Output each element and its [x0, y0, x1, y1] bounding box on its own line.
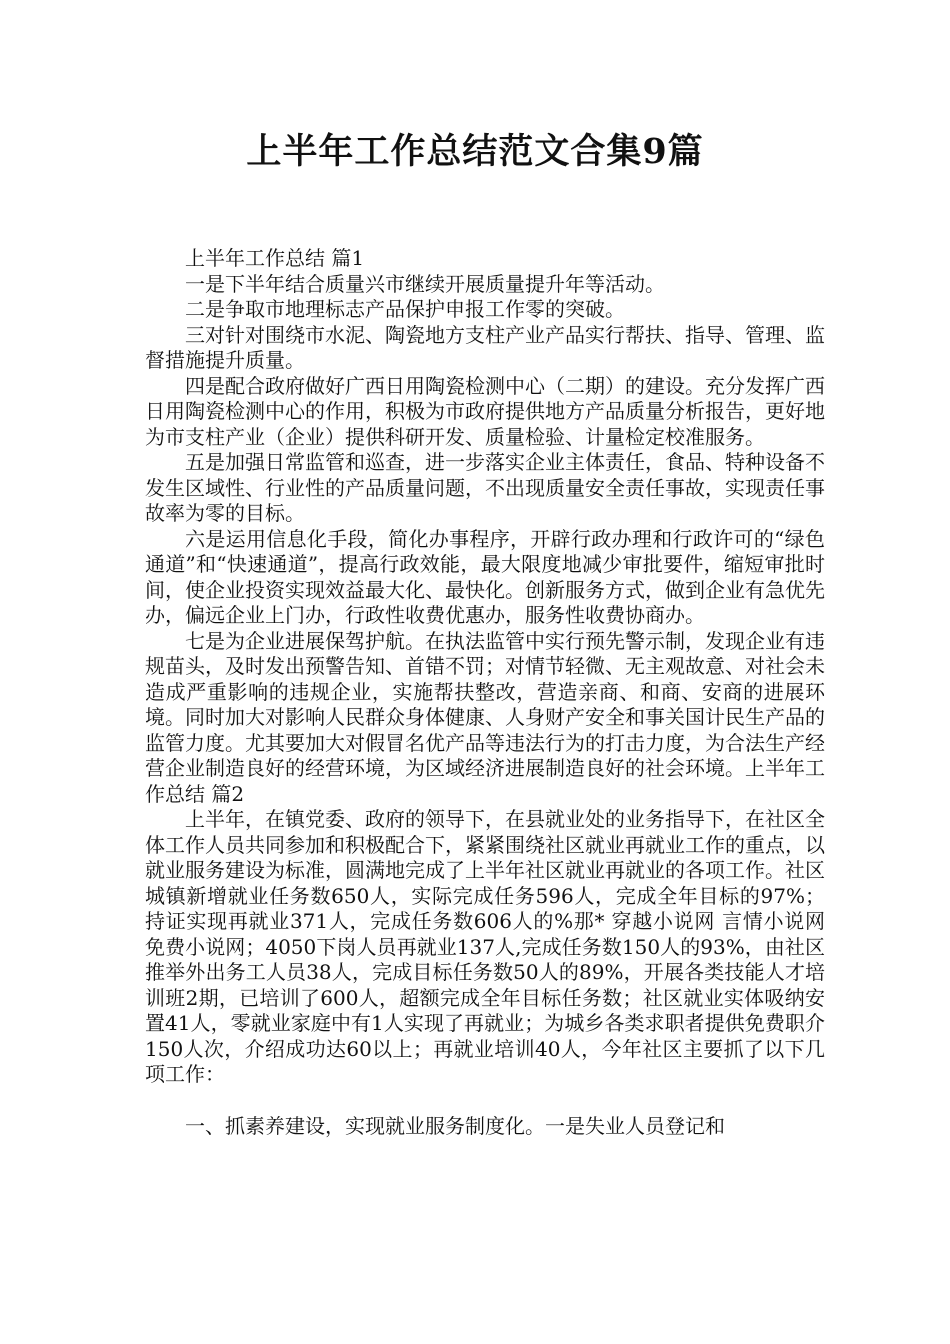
paragraph: 一、抓素养建设，实现就业服务制度化。一是失业人员登记和: [185, 1113, 725, 1138]
paragraph: 六是运用信息化手段，简化办事程序，开辟行政办理和行政许可的“绿色通道”和“快速通道”，提高行政效能，最大限度地减少审批要件，缩短审批时间，使企业投资实现效益最大化、最快化。创新服务方式，做到企业有急优先办，偏远企业上门办，行政性收费优惠办，服务性收费协商办。: [145, 526, 825, 627]
paragraph: 一是下半年结合质量兴市继续开展质量提升年等活动。: [185, 271, 665, 296]
section-heading-1: 上半年工作总结 篇1: [185, 246, 365, 270]
document-body: [145, 246, 825, 1139]
paragraph: 四是配合政府做好广西日用陶瓷检测中心（二期）的建设。充分发挥广西日用陶瓷检测中心的作用，积极为市政府提供地方产品质量分析报告，更好地为市支柱产业（企业）提供科研开发、质量检验、计量检定校准服务。: [145, 373, 825, 449]
paragraph: 二是争取市地理标志产品保护申报工作零的突破。: [185, 297, 625, 321]
paragraph: 上半年，在镇党委、政府的领导下，在县就业处的业务指导下，在社区全体工作人员共同参加和积极配合下，紧紧围绕社区就业再就业工作的重点，以就业服务建设为标准，圆满地完成了上半年社区就业再就业的各项工作。社区城镇新增就业任务数650人，实际完成任务596人，完成全年目标的97%；持证实现再就业371人，完成任务数606人的%那* 穿越小说网 言情小说网 免费小说网；4050下岗人员再就业137人,完成任务数150人的93%，由社区推举外出务工人员38人，完成目标任务数50人的89%，开展各类技能人才培训班2期，已培训了600人，超额完成全年目标任务数；社区就业实体吸纳安置41人，零就业家庭中有1人实现了再就业；为城乡各类求职者提供免费职介150人次，介绍成功达60以上；再就业培训40人，今年社区主要抓了以下几项工作：: [145, 807, 825, 1086]
paragraph: 五是加强日常监管和巡查，进一步落实企业主体责任，食品、特种设备不发生区域性、行业性的产品质量问题，不出现质量安全责任事故，实现责任事故率为零的目标。: [145, 450, 825, 525]
paragraph: 三对针对围绕市水泥、陶瓷地方支柱产业产品实行帮扶、指导、管理、监督措施提升质量。: [145, 322, 825, 372]
document-title: 上半年工作总结范文合集9篇: [246, 131, 704, 172]
paragraph: 七是为企业进展保驾护航。在执法监管中实行预先警示制，发现企业有违规苗头，及时发出预警告知、首错不罚；对情节轻微、无主观故意、对社会未造成严重影响的违规企业，实施帮扶整改，营造亲商、和商、安商的进展环境。同时加大对影响人民群众身体健康、人身财产安全和事关国计民生产品的监管力度。尤其要加大对假冒名优产品等违法行为的打击力度，为合法生产经营企业制造良好的经营环境，为区域经济进展制造良好的社会环境。上半年工作总结 篇2: [145, 628, 825, 806]
